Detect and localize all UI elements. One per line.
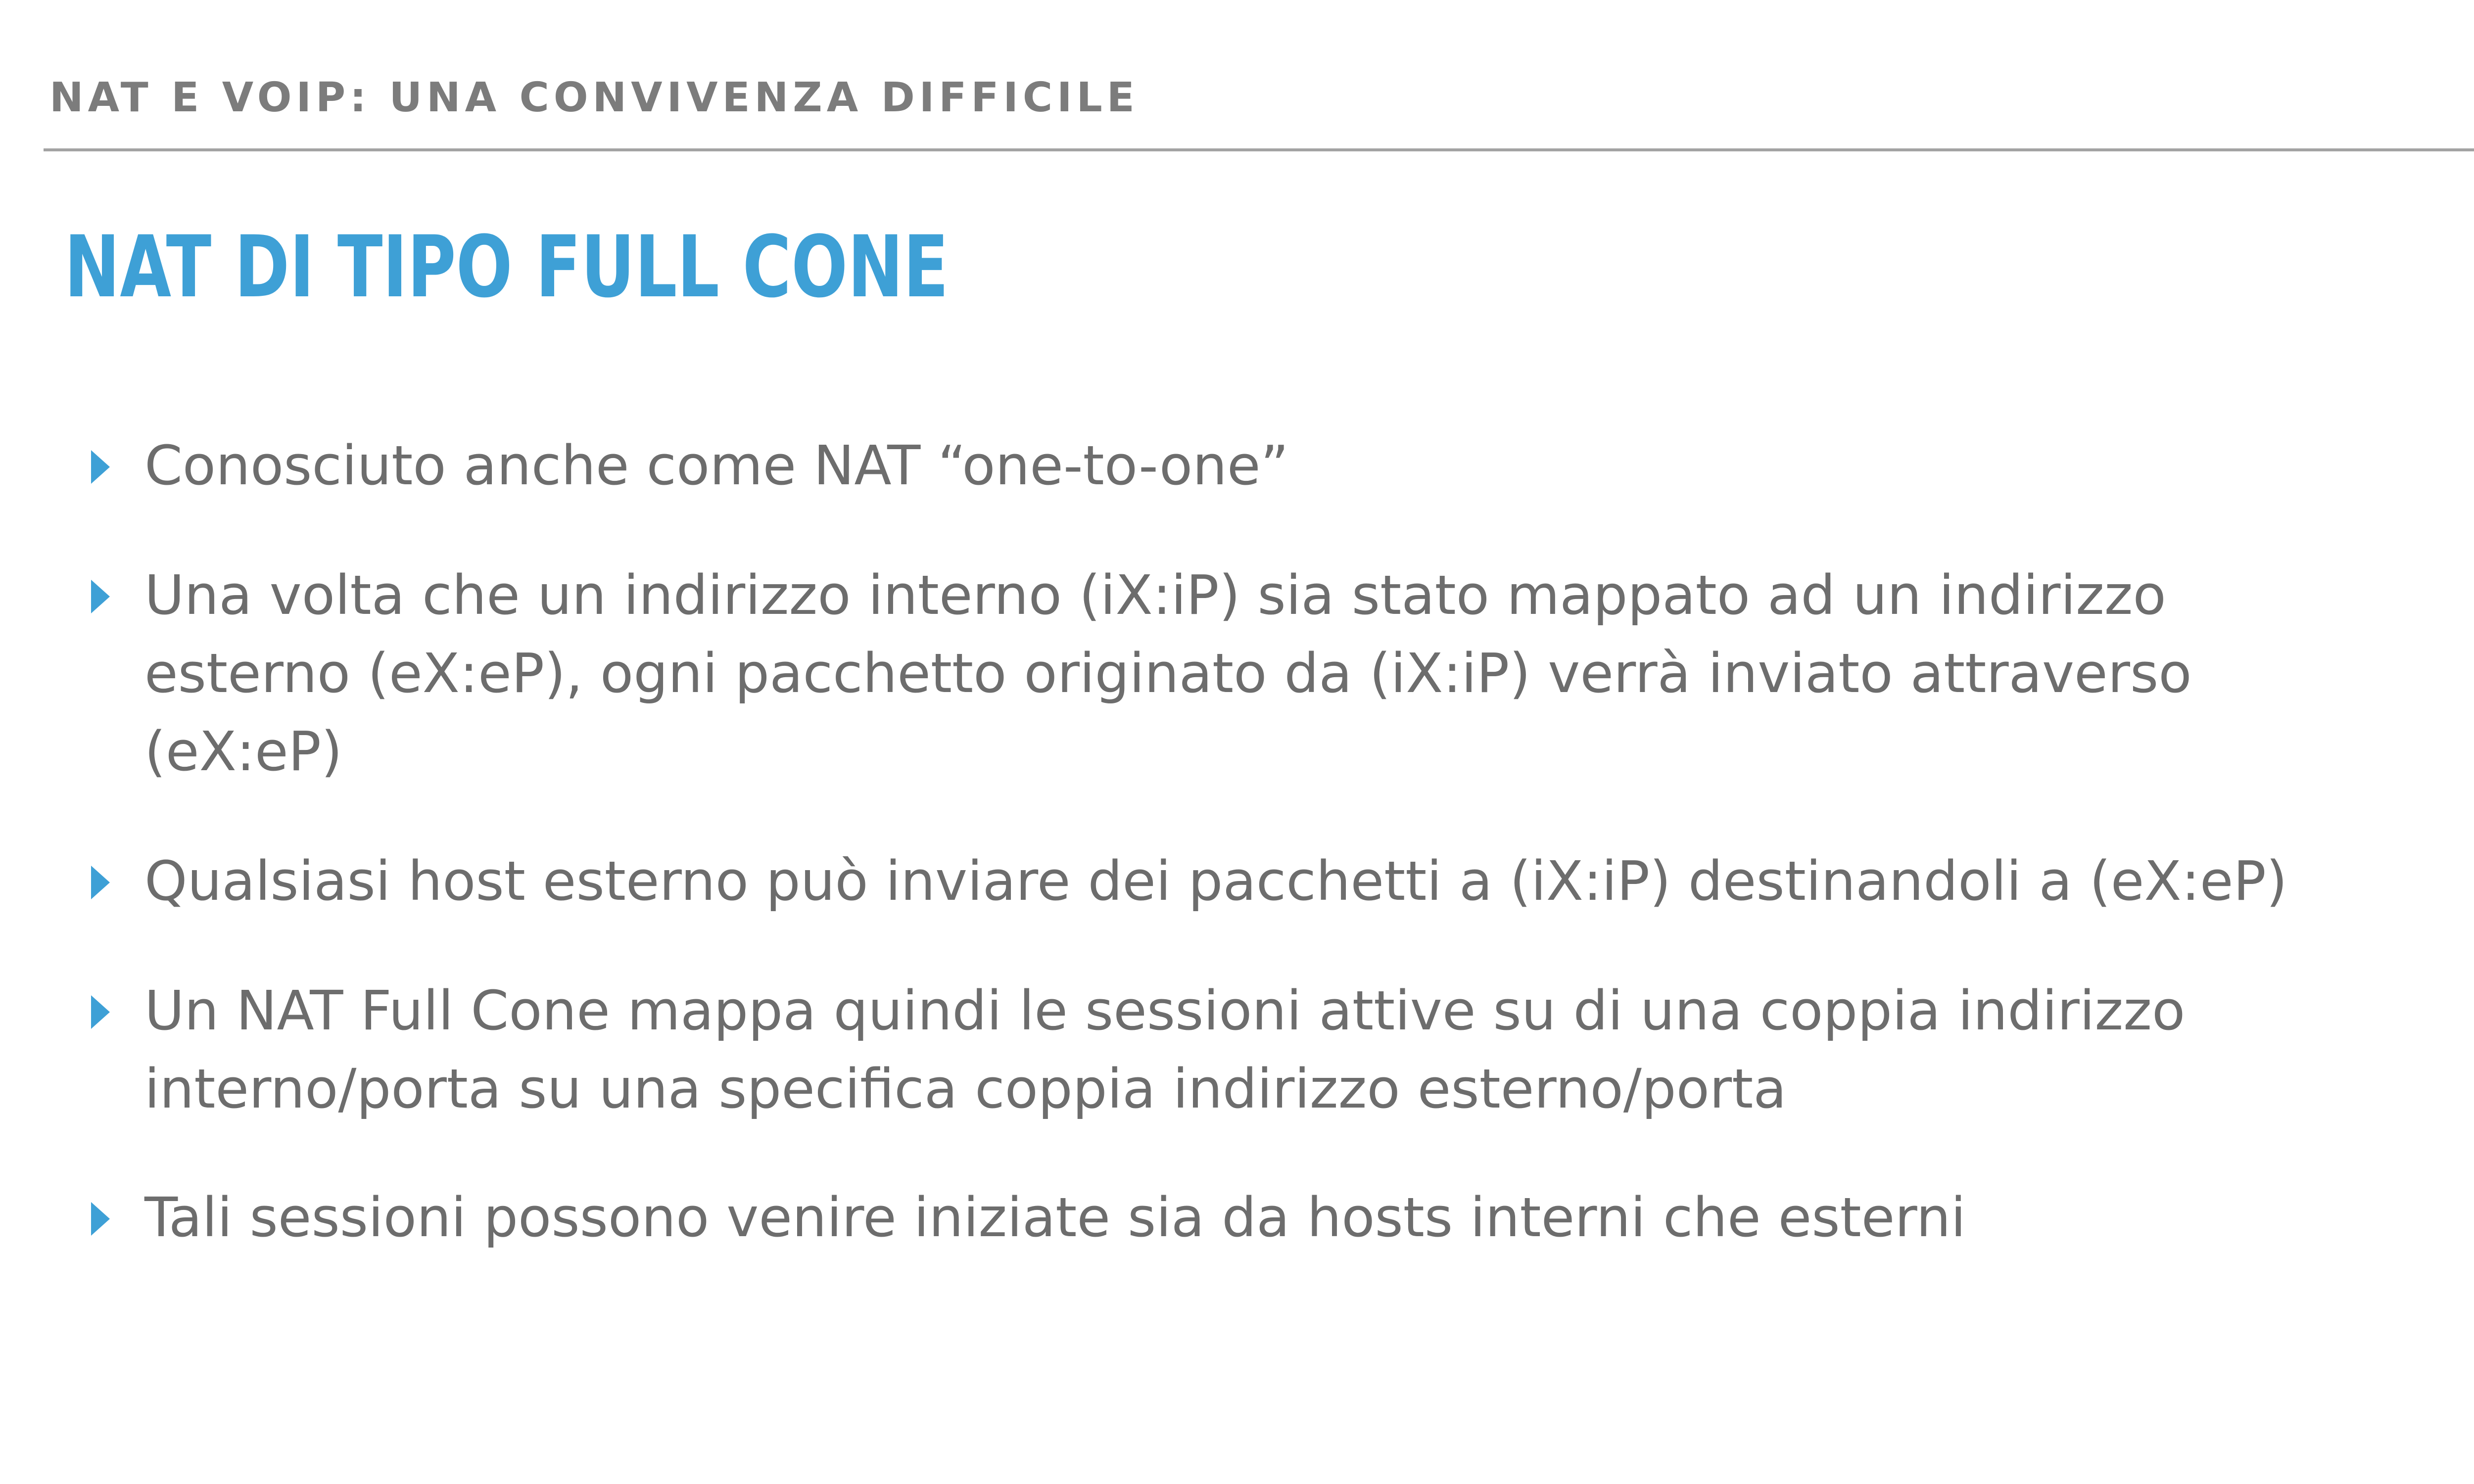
bullet-text: Tali sessioni possono venire iniziate sia da hosts interni che esterni [144, 1186, 1966, 1249]
bullet-text: Una volta che un indirizzo interno (iX:iP) sia stato mappato ad un indirizzo esterno (eX:eP), ogni pacchetto originato da (iX:iP) verrà inviato attraverso (eX:eP) [144, 563, 2192, 783]
slide-title: NAT DI TIPO FULL CONE [64, 217, 949, 317]
triangle-right-icon [91, 995, 110, 1029]
triangle-right-icon [91, 580, 110, 613]
bullet-text: Qualsiasi host esterno può inviare dei pacchetti a (iX:iP) destinandoli a (eX:eP) [144, 849, 2287, 913]
triangle-right-icon [91, 866, 110, 899]
bullet-text: Conosciuto anche come NAT “one-to-one” [144, 434, 1289, 497]
header-divider [44, 148, 2474, 151]
triangle-right-icon [91, 450, 110, 484]
bullet-text: Un NAT Full Cone mappa quindi le sessioni attive su di una coppia indirizzo interno/porta su una specifica coppia indirizzo esterno/porta [144, 979, 2186, 1120]
section-header: NAT E VOIP: UNA CONVIVENZA DIFFICILE [49, 74, 1139, 121]
triangle-right-icon [91, 1202, 110, 1236]
